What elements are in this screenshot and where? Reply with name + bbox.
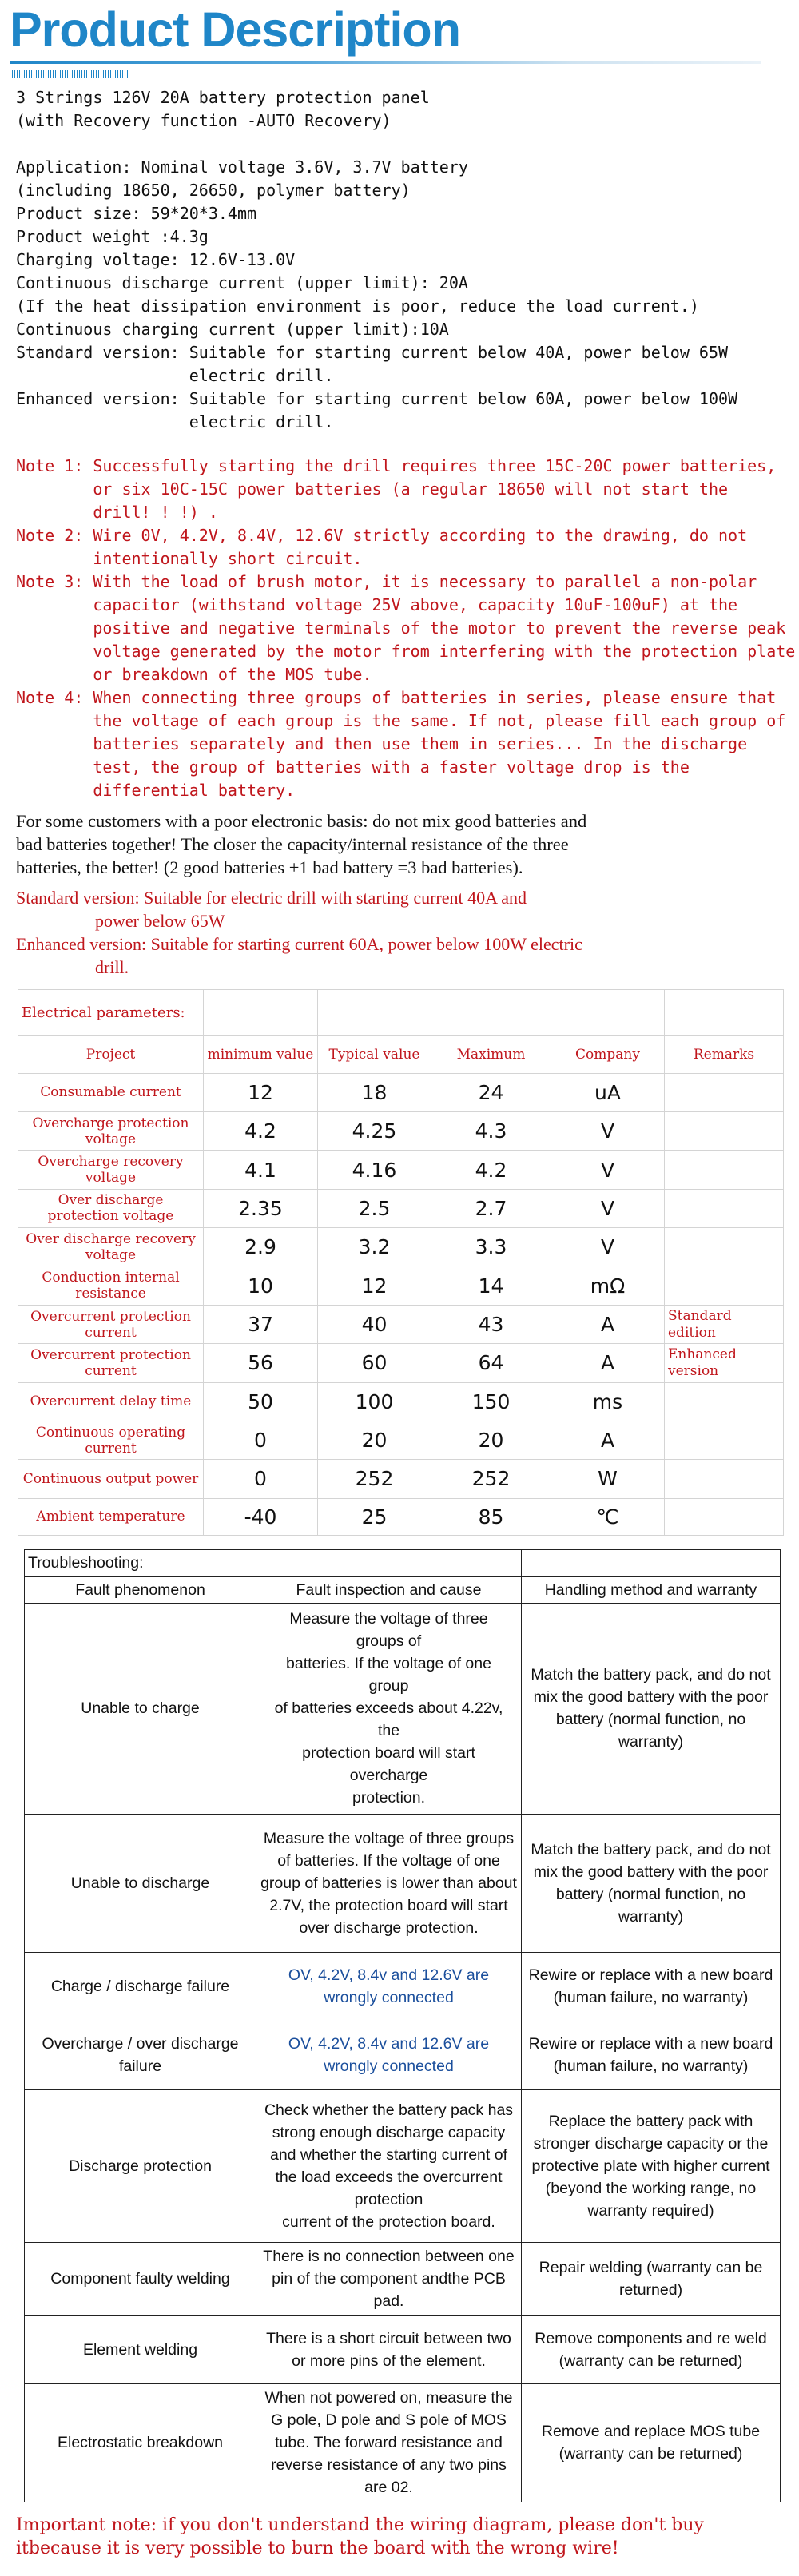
note-line: Note 1: Successfully starting the drill requires three 15C-20C power batteries,: [16, 456, 777, 475]
minimum-value: 2.35: [204, 1189, 318, 1227]
table-caption-row: [18, 990, 784, 1036]
handling-method: Repair welding (warranty can be returned): [522, 2243, 781, 2316]
typical-value: 3.2: [318, 1228, 431, 1266]
fault-phenomenon: Overcharge / over discharge failure: [25, 2021, 256, 2089]
table-row: [25, 2021, 781, 2089]
maximum-value: 4.3: [431, 1112, 551, 1151]
remark: [665, 1112, 784, 1151]
maximum-value: 14: [431, 1266, 551, 1305]
fault-phenomenon: Electrostatic breakdown: [25, 2383, 256, 2502]
parameter-name: Over discharge recovery voltage: [18, 1228, 204, 1266]
unit: A: [551, 1305, 665, 1343]
table-row: [25, 2316, 781, 2384]
typical-value: 18: [318, 1073, 431, 1111]
remark: [665, 1460, 784, 1498]
table-row: [18, 1460, 784, 1498]
fault-phenomenon: Charge / discharge failure: [25, 1953, 256, 2021]
minimum-value: 4.2: [204, 1112, 318, 1151]
fault-cause: OV, 4.2V, 8.4v and 12.6V are wrongly connected: [256, 2021, 522, 2089]
page-title: Product Description: [10, 2, 460, 57]
spec-line: Application: Nominal voltage 3.6V, 3.7V battery: [16, 157, 468, 177]
maximum-value: 4.2: [431, 1151, 551, 1189]
table-header-row: [18, 1036, 784, 1073]
version-notes: [16, 886, 791, 979]
note-line: intentionally short circuit.: [16, 549, 363, 568]
maximum-value: 150: [431, 1382, 551, 1421]
maximum-value: 252: [431, 1460, 551, 1498]
troubleshooting-table: [24, 1549, 781, 2502]
unit: mΩ: [551, 1266, 665, 1305]
column-header: Project: [18, 1036, 204, 1073]
typical-value: 252: [318, 1460, 431, 1498]
remark: Standard edition: [665, 1305, 784, 1343]
table-row: [18, 1112, 784, 1151]
table-row: [18, 1498, 784, 1535]
spec-line: Product size: 59*20*3.4mm: [16, 204, 257, 223]
note-line: positive and negative terminals of the motor to prevent the reverse peak: [16, 618, 786, 638]
note-line: or breakdown of the MOS tube.: [16, 665, 372, 684]
column-header: Fault inspection and cause: [256, 1576, 522, 1604]
fault-cause: There is a short circuit between two or more pins of the element.: [256, 2316, 522, 2384]
fault-cause: OV, 4.2V, 8.4v and 12.6V are wrongly connected: [256, 1953, 522, 2021]
maximum-value: 2.7: [431, 1189, 551, 1227]
version-line: Standard version: Suitable for electric drill with starting current 40A and: [16, 888, 527, 908]
minimum-value: 56: [204, 1344, 318, 1382]
electrical-caption: Electrical parameters:: [18, 990, 204, 1036]
fault-phenomenon: Element welding: [25, 2316, 256, 2384]
parameter-name: Continuous output power: [18, 1460, 204, 1498]
unit: V: [551, 1228, 665, 1266]
typical-value: 2.5: [318, 1189, 431, 1227]
minimum-value: 0: [204, 1460, 318, 1498]
section-header: [6, 0, 789, 88]
version-line: Enhanced version: Suitable for starting current 60A, power below 100W electric: [16, 934, 582, 954]
unit: W: [551, 1460, 665, 1498]
unit: A: [551, 1421, 665, 1459]
table-row: [18, 1151, 784, 1189]
table-row: [18, 1421, 784, 1459]
remark: [665, 1498, 784, 1535]
typical-value: 12: [318, 1266, 431, 1305]
unit: uA: [551, 1073, 665, 1111]
remark: [665, 1266, 784, 1305]
typical-value: 25: [318, 1498, 431, 1535]
minimum-value: 2.9: [204, 1228, 318, 1266]
table-row: [18, 1073, 784, 1111]
fault-cause: Measure the voltage of three groups of batteries. If the voltage of one group of batteries is lower than about 2.7V, the protection board will start over discharge protection.: [256, 1814, 522, 1952]
footer-line: Important note: if you don't understand the wiring diagram, please don't buy: [16, 2515, 704, 2535]
parameter-name: Ambient temperature: [18, 1498, 204, 1535]
handling-method: Remove components and re weld (warranty can be returned): [522, 2316, 781, 2384]
parameter-name: Overcurrent protection current: [18, 1305, 204, 1343]
fault-cause: When not powered on, measure the G pole, D pole and S pole of MOS tube. The forward resistance and reverse resistance of any two pins are 02.: [256, 2383, 522, 2502]
spec-line: Charging voltage: 12.6V-13.0V: [16, 250, 296, 269]
fault-cause: There is no connection between one pin of the component andthe PCB pad.: [256, 2243, 522, 2316]
decorative-stripes: [10, 70, 129, 78]
minimum-value: 0: [204, 1421, 318, 1459]
remark: [665, 1073, 784, 1111]
handling-method: Match the battery pack, and do not mix the good battery with the poor battery (normal function, no warranty): [522, 1604, 781, 1814]
table-row: [18, 1382, 784, 1421]
parameter-name: Continuous operating current: [18, 1421, 204, 1459]
advice-line: For some customers with a poor electronic basis: do not mix good batteries and: [16, 811, 587, 831]
spec-line: (with Recovery function -AUTO Recovery): [16, 111, 392, 130]
column-header: Typical value: [318, 1036, 431, 1073]
handling-method: Rewire or replace with a new board (human failure, no warranty): [522, 1953, 781, 2021]
table-row: [25, 1604, 781, 1814]
note-line: Note 2: Wire 0V, 4.2V, 8.4V, 12.6V strictly according to the drawing, do not: [16, 526, 748, 545]
table-row: [18, 1266, 784, 1305]
table-caption-row: [25, 1550, 781, 1577]
title-underline: [10, 61, 761, 64]
parameter-name: Overcharge protection voltage: [18, 1112, 204, 1151]
table-row: [25, 2243, 781, 2316]
remark: [665, 1151, 784, 1189]
remark: [665, 1382, 784, 1421]
column-header: minimum value: [204, 1036, 318, 1073]
version-line: drill.: [16, 957, 129, 977]
unit: V: [551, 1112, 665, 1151]
column-header: Fault phenomenon: [25, 1576, 256, 1604]
handling-method: Remove and replace MOS tube (warranty can be returned): [522, 2383, 781, 2502]
handling-method: Replace the battery pack with stronger discharge capacity or the protective plate with higher current (beyond the working range, no warranty required): [522, 2089, 781, 2243]
typical-value: 40: [318, 1305, 431, 1343]
unit: V: [551, 1151, 665, 1189]
table-row: [18, 1344, 784, 1382]
remark: [665, 1228, 784, 1266]
typical-value: 4.16: [318, 1151, 431, 1189]
handling-method: Match the battery pack, and do not mix the good battery with the poor battery (normal function, no warranty): [522, 1814, 781, 1952]
column-header: Remarks: [665, 1036, 784, 1073]
maximum-value: 64: [431, 1344, 551, 1382]
note-line: drill! ! !) .: [16, 503, 218, 522]
advice-line: batteries, the better! (2 good batteries +1 bad battery =3 bad batteries).: [16, 857, 523, 877]
typical-value: 100: [318, 1382, 431, 1421]
column-header: Handling method and warranty: [522, 1576, 781, 1604]
customer-advice: [16, 809, 791, 879]
table-header-row: [25, 1576, 781, 1604]
fault-cause: Check whether the battery pack has strong enough discharge capacity and whether the starting current of the load exceeds the overcurrent protection current of the protection board.: [256, 2089, 522, 2243]
remark: [665, 1421, 784, 1459]
parameter-name: Overcurrent delay time: [18, 1382, 204, 1421]
version-line: power below 65W: [16, 911, 225, 931]
unit: V: [551, 1189, 665, 1227]
spec-line: 3 Strings 126V 20A battery protection panel: [16, 88, 430, 107]
unit: ℃: [551, 1498, 665, 1535]
typical-value: 20: [318, 1421, 431, 1459]
note-line: capacitor (withstand voltage 25V above, capacity 10uF-100uF) at the: [16, 595, 738, 614]
spec-line: (If the heat dissipation environment is poor, reduce the load current.): [16, 296, 699, 316]
footer-line: itbecause it is very possible to burn the board with the wrong wire!: [16, 2538, 619, 2558]
important-note: [16, 2514, 791, 2560]
parameter-name: Consumable current: [18, 1073, 204, 1111]
fault-phenomenon: Unable to discharge: [25, 1814, 256, 1952]
note-line: Note 3: With the load of brush motor, it is necessary to parallel a non-polar: [16, 572, 757, 591]
minimum-value: 12: [204, 1073, 318, 1111]
spec-line: (including 18650, 26650, polymer battery): [16, 181, 411, 200]
fault-phenomenon: Component faulty welding: [25, 2243, 256, 2316]
note-line: or six 10C-15C power batteries (a regular 18650 will not start the: [16, 479, 729, 499]
table-row: [25, 1814, 781, 1952]
table-row: [18, 1189, 784, 1227]
note-line: test, the group of batteries with a faster voltage drop is the: [16, 757, 690, 777]
minimum-value: 50: [204, 1382, 318, 1421]
maximum-value: 85: [431, 1498, 551, 1535]
note-line: voltage generated by the motor from interfering with the protection plate: [16, 642, 796, 661]
note-line: Note 4: When connecting three groups of batteries in series, please ensure that: [16, 688, 777, 707]
parameter-name: Over discharge protection voltage: [18, 1189, 204, 1227]
maximum-value: 43: [431, 1305, 551, 1343]
typical-value: 60: [318, 1344, 431, 1382]
spec-line: electric drill.: [16, 366, 334, 385]
minimum-value: 4.1: [204, 1151, 318, 1189]
handling-method: Rewire or replace with a new board (human failure, no warranty): [522, 2021, 781, 2089]
parameter-name: Conduction internal resistance: [18, 1266, 204, 1305]
unit: A: [551, 1344, 665, 1382]
troubleshooting-caption: Troubleshooting:: [25, 1550, 256, 1577]
electrical-parameters-table: [18, 989, 784, 1536]
remark: [665, 1189, 784, 1227]
typical-value: 4.25: [318, 1112, 431, 1151]
minimum-value: -40: [204, 1498, 318, 1535]
maximum-value: 3.3: [431, 1228, 551, 1266]
remark: Enhanced version: [665, 1344, 784, 1382]
spec-line: [16, 133, 791, 156]
spec-line: Product weight :4.3g: [16, 227, 209, 246]
maximum-value: 24: [431, 1073, 551, 1111]
table-row: [25, 1953, 781, 2021]
maximum-value: 20: [431, 1421, 551, 1459]
spec-line: Continuous charging current (upper limit):10A: [16, 320, 449, 339]
spec-line: Enhanced version: Suitable for starting current below 60A, power below 100W: [16, 389, 738, 408]
note-line: differential battery.: [16, 781, 296, 800]
fault-phenomenon: Unable to charge: [25, 1604, 256, 1814]
spec-line: Continuous discharge current (upper limit): 20A: [16, 273, 468, 292]
intro-specs: [16, 86, 791, 434]
note-line: batteries separately and then use them in series... In the discharge: [16, 734, 748, 753]
table-row: [25, 2089, 781, 2243]
spec-line: electric drill.: [16, 412, 334, 431]
fault-phenomenon: Discharge protection: [25, 2089, 256, 2243]
parameter-name: Overcurrent protection current: [18, 1344, 204, 1382]
minimum-value: 37: [204, 1305, 318, 1343]
column-header: Company: [551, 1036, 665, 1073]
parameter-name: Overcharge recovery voltage: [18, 1151, 204, 1189]
advice-line: bad batteries together! The closer the capacity/internal resistance of the three: [16, 834, 569, 854]
note-line: the voltage of each group is the same. If not, please fill each group of: [16, 711, 786, 730]
fault-cause: Measure the voltage of three groups of batteries. If the voltage of one group of batteries exceeds about 4.22v, the protection board will start overcharge protection.: [256, 1604, 522, 1814]
table-row: [18, 1228, 784, 1266]
notes: [16, 455, 796, 802]
table-row: [18, 1305, 784, 1343]
minimum-value: 10: [204, 1266, 318, 1305]
column-header: Maximum: [431, 1036, 551, 1073]
table-row: [25, 2383, 781, 2502]
spec-line: Standard version: Suitable for starting current below 40A, power below 65W: [16, 343, 729, 362]
unit: ms: [551, 1382, 665, 1421]
